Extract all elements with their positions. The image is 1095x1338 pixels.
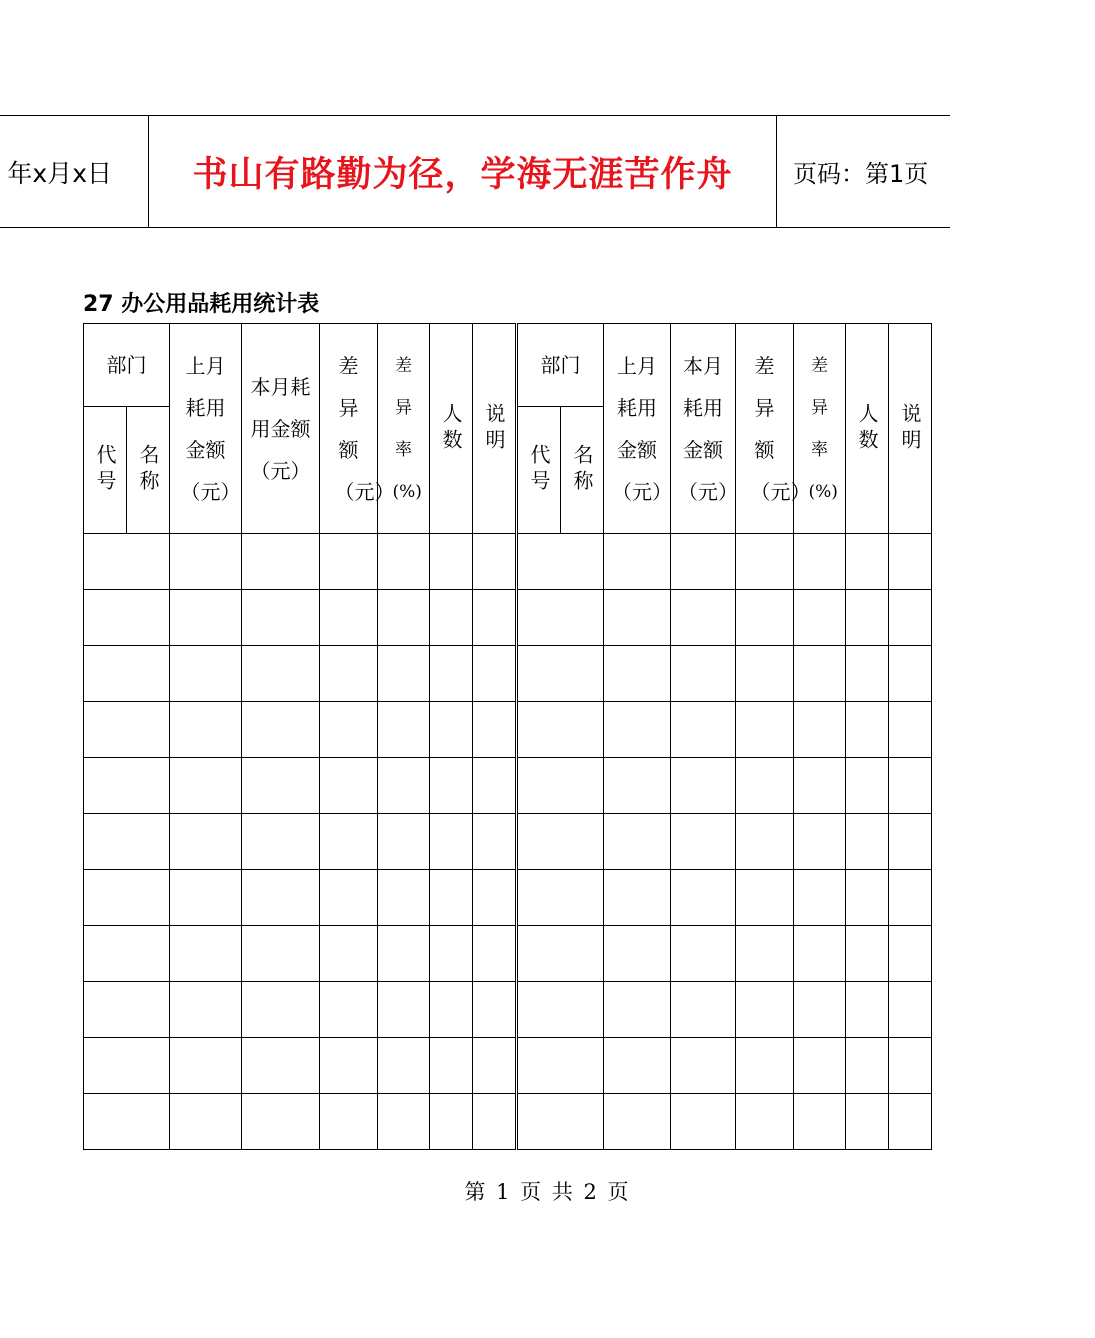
table-cell[interactable] xyxy=(170,1094,242,1150)
table-cell[interactable] xyxy=(430,982,473,1038)
table-row xyxy=(84,870,932,926)
table-cell[interactable] xyxy=(736,646,794,702)
table-cell[interactable] xyxy=(473,534,517,590)
header-headcount-left: 人数 xyxy=(430,324,473,534)
table-cell[interactable] xyxy=(794,982,846,1038)
table-cell[interactable] xyxy=(671,590,736,646)
header-this-month-left xyxy=(242,324,320,534)
table-cell[interactable] xyxy=(242,646,320,702)
table-cell[interactable] xyxy=(170,534,242,590)
table-cell[interactable] xyxy=(846,982,889,1038)
table-cell[interactable] xyxy=(242,758,320,814)
table-cell[interactable] xyxy=(604,982,671,1038)
table-cell[interactable] xyxy=(604,590,671,646)
table-row xyxy=(84,702,932,758)
table-cell[interactable] xyxy=(473,702,517,758)
table-cell[interactable] xyxy=(671,646,736,702)
table-cell[interactable] xyxy=(473,646,517,702)
table-cell[interactable] xyxy=(320,926,378,982)
table-cell[interactable] xyxy=(320,1038,378,1094)
table-row xyxy=(84,814,932,870)
table-cell[interactable] xyxy=(378,926,430,982)
table-cell[interactable] xyxy=(84,1094,170,1150)
table-cell[interactable] xyxy=(604,926,671,982)
header-name-right: 名称 xyxy=(561,407,604,534)
table-cell[interactable] xyxy=(84,646,170,702)
header-last-month-left-text: 上月耗用金额（元） xyxy=(180,353,241,504)
table-cell[interactable] xyxy=(84,814,170,870)
table-cell[interactable] xyxy=(604,702,671,758)
table-cell[interactable] xyxy=(604,870,671,926)
table-cell[interactable] xyxy=(242,590,320,646)
header-this-month-right-text: 本月耗用金额（元） xyxy=(678,353,738,504)
statistics-table xyxy=(83,323,932,1150)
table-cell[interactable] xyxy=(320,758,378,814)
table-cell[interactable] xyxy=(473,758,517,814)
table-row xyxy=(84,646,932,702)
table-cell[interactable] xyxy=(473,1094,517,1150)
table-cell[interactable] xyxy=(84,534,170,590)
table-cell[interactable] xyxy=(378,814,430,870)
table-cell[interactable] xyxy=(736,1094,794,1150)
table-cell[interactable] xyxy=(242,870,320,926)
table-cell[interactable] xyxy=(517,534,604,590)
table-cell[interactable] xyxy=(794,1038,846,1094)
table-cell[interactable] xyxy=(473,814,517,870)
table-cell[interactable] xyxy=(517,870,604,926)
table-cell[interactable] xyxy=(170,758,242,814)
table-cell[interactable] xyxy=(242,926,320,982)
table-cell[interactable] xyxy=(736,814,794,870)
table-cell[interactable] xyxy=(170,982,242,1038)
table-cell[interactable] xyxy=(170,590,242,646)
table-cell[interactable] xyxy=(430,534,473,590)
table-cell[interactable] xyxy=(736,870,794,926)
table-cell[interactable] xyxy=(671,758,736,814)
table-cell[interactable] xyxy=(84,758,170,814)
table-row xyxy=(84,758,932,814)
table-cell[interactable] xyxy=(794,926,846,982)
table-cell[interactable] xyxy=(889,758,932,814)
table-cell[interactable] xyxy=(320,982,378,1038)
table-cell[interactable] xyxy=(517,1094,604,1150)
table-cell[interactable] xyxy=(889,1094,932,1150)
table-cell[interactable] xyxy=(170,646,242,702)
table-cell[interactable] xyxy=(604,1094,671,1150)
header-date-cell xyxy=(0,116,149,227)
table-cell[interactable] xyxy=(84,1038,170,1094)
header-dept-left: 部门 xyxy=(84,324,170,407)
header-dept-right: 部门 xyxy=(517,324,604,407)
table-cell[interactable] xyxy=(378,702,430,758)
table-cell[interactable] xyxy=(473,1038,517,1094)
table-cell[interactable] xyxy=(170,1038,242,1094)
table-row xyxy=(84,1094,932,1150)
table-cell[interactable] xyxy=(517,926,604,982)
table-cell[interactable] xyxy=(794,814,846,870)
table-cell[interactable] xyxy=(794,534,846,590)
table-cell[interactable] xyxy=(846,534,889,590)
table-cell[interactable] xyxy=(846,1038,889,1094)
table-cell[interactable] xyxy=(736,1038,794,1094)
table-cell[interactable] xyxy=(517,646,604,702)
table-cell[interactable] xyxy=(242,702,320,758)
table-cell[interactable] xyxy=(320,590,378,646)
header-this-month-left-text: 本月耗用金额（元） xyxy=(250,374,311,483)
header-page-cell xyxy=(777,116,950,227)
table-cell[interactable] xyxy=(671,534,736,590)
table-cell[interactable] xyxy=(517,702,604,758)
table-cell[interactable] xyxy=(320,646,378,702)
table-cell[interactable] xyxy=(604,534,671,590)
table-cell[interactable] xyxy=(736,534,794,590)
header-diff-rate-right-text: 差异率(%) xyxy=(808,355,838,502)
table-cell[interactable] xyxy=(671,1094,736,1150)
table-cell[interactable] xyxy=(430,870,473,926)
table-cell[interactable] xyxy=(320,1094,378,1150)
table-row xyxy=(84,534,932,590)
table-cell[interactable] xyxy=(517,758,604,814)
table-row xyxy=(84,982,932,1038)
table-cell[interactable] xyxy=(242,814,320,870)
table-cell[interactable] xyxy=(430,646,473,702)
table-cell[interactable] xyxy=(736,702,794,758)
table-cell[interactable] xyxy=(84,702,170,758)
table-cell[interactable] xyxy=(517,982,604,1038)
table-cell[interactable] xyxy=(736,982,794,1038)
table-cell[interactable] xyxy=(242,534,320,590)
page-footer: 第 1 页 共 2 页 xyxy=(464,1180,631,1204)
table-cell[interactable] xyxy=(604,814,671,870)
header-diff-amount-left-text: 差异额（元） xyxy=(334,353,395,504)
table-cell[interactable] xyxy=(794,758,846,814)
header-this-month-right xyxy=(671,324,736,534)
table-cell[interactable] xyxy=(242,1038,320,1094)
table-cell[interactable] xyxy=(604,1038,671,1094)
table-cell[interactable] xyxy=(846,590,889,646)
table-cell[interactable] xyxy=(170,814,242,870)
table-cell[interactable] xyxy=(430,1094,473,1150)
table-cell[interactable] xyxy=(473,870,517,926)
table-cell[interactable] xyxy=(671,870,736,926)
table-cell[interactable] xyxy=(320,814,378,870)
table-cell[interactable] xyxy=(242,982,320,1038)
table-cell[interactable] xyxy=(430,758,473,814)
table-cell[interactable] xyxy=(170,870,242,926)
header-remark-left: 说明 xyxy=(473,324,517,534)
table-cell[interactable] xyxy=(170,702,242,758)
table-cell[interactable] xyxy=(671,926,736,982)
table-cell[interactable] xyxy=(604,646,671,702)
table-cell[interactable] xyxy=(889,870,932,926)
table-cell[interactable] xyxy=(889,982,932,1038)
table-cell[interactable] xyxy=(430,1038,473,1094)
table-cell[interactable] xyxy=(846,702,889,758)
header-diff-amount-left xyxy=(320,324,395,534)
table-cell[interactable] xyxy=(242,1094,320,1150)
table-cell[interactable] xyxy=(430,926,473,982)
header-remark-right: 说明 xyxy=(889,324,932,534)
table-cell[interactable] xyxy=(378,982,430,1038)
table-cell[interactable] xyxy=(84,870,170,926)
table-cell[interactable] xyxy=(671,702,736,758)
table-cell[interactable] xyxy=(846,926,889,982)
table-cell[interactable] xyxy=(846,814,889,870)
table-cell[interactable] xyxy=(671,982,736,1038)
table-cell[interactable] xyxy=(604,758,671,814)
table-cell[interactable] xyxy=(889,814,932,870)
table-cell[interactable] xyxy=(889,702,932,758)
table-cell[interactable] xyxy=(320,870,378,926)
header-code-right: 代号 xyxy=(517,407,561,534)
table-row xyxy=(84,1038,932,1094)
table-cell[interactable] xyxy=(671,1038,736,1094)
table-cell[interactable] xyxy=(430,702,473,758)
table-cell[interactable] xyxy=(473,982,517,1038)
table-cell[interactable] xyxy=(736,590,794,646)
header-motto: 书山有路勤为径，学海无涯苦作舟 xyxy=(192,153,733,195)
table-cell[interactable] xyxy=(320,534,378,590)
table-cell[interactable] xyxy=(517,1038,604,1094)
header-last-month-left xyxy=(170,324,242,534)
table-cell[interactable] xyxy=(671,814,736,870)
table-cell[interactable] xyxy=(736,758,794,814)
table-cell[interactable] xyxy=(889,590,932,646)
header-code-left: 代号 xyxy=(84,407,127,534)
table-cell[interactable] xyxy=(794,870,846,926)
table-cell[interactable] xyxy=(794,646,846,702)
header-page-label: 页码：第1页 xyxy=(793,160,929,188)
table-cell[interactable] xyxy=(846,870,889,926)
table-cell[interactable] xyxy=(84,982,170,1038)
header-diff-amount-right-text: 差异额（元） xyxy=(750,353,811,504)
header-diff-amount-right xyxy=(736,324,811,534)
table-cell[interactable] xyxy=(794,702,846,758)
table-cell[interactable] xyxy=(846,758,889,814)
table-cell[interactable] xyxy=(794,590,846,646)
table-cell[interactable] xyxy=(430,814,473,870)
table-cell[interactable] xyxy=(378,1038,430,1094)
table-cell[interactable] xyxy=(378,870,430,926)
table-cell[interactable] xyxy=(378,1094,430,1150)
header-motto-cell xyxy=(149,116,777,227)
table-cell[interactable] xyxy=(84,926,170,982)
table-cell[interactable] xyxy=(378,534,430,590)
table-cell[interactable] xyxy=(84,590,170,646)
table-cell[interactable] xyxy=(170,926,242,982)
table-cell[interactable] xyxy=(846,1094,889,1150)
table-cell[interactable] xyxy=(378,646,430,702)
document-title: 27 办公用品耗用统计表 xyxy=(83,292,320,317)
table-cell[interactable] xyxy=(794,1094,846,1150)
table-cell[interactable] xyxy=(517,590,604,646)
table-row xyxy=(84,590,932,646)
header-last-month-right-text: 上月耗用金额（元） xyxy=(612,353,672,504)
header-headcount-right: 人数 xyxy=(846,324,889,534)
table-cell[interactable] xyxy=(378,590,430,646)
table-cell[interactable] xyxy=(378,758,430,814)
table-row xyxy=(84,926,932,982)
table-cell[interactable] xyxy=(889,646,932,702)
table-cell[interactable] xyxy=(736,926,794,982)
header-date: 年x月x日 xyxy=(7,158,112,188)
table-cell[interactable] xyxy=(846,646,889,702)
table-cell[interactable] xyxy=(473,590,517,646)
header-diff-rate-left-text: 差异率(%) xyxy=(392,355,422,502)
table-cell[interactable] xyxy=(430,590,473,646)
header-last-month-right xyxy=(604,324,671,534)
table-cell[interactable] xyxy=(889,534,932,590)
table-cell[interactable] xyxy=(320,702,378,758)
table-cell[interactable] xyxy=(517,814,604,870)
table-cell[interactable] xyxy=(473,926,517,982)
header-name-left: 名称 xyxy=(127,407,170,534)
table-cell[interactable] xyxy=(889,1038,932,1094)
header-band xyxy=(0,115,950,228)
table-cell[interactable] xyxy=(889,926,932,982)
